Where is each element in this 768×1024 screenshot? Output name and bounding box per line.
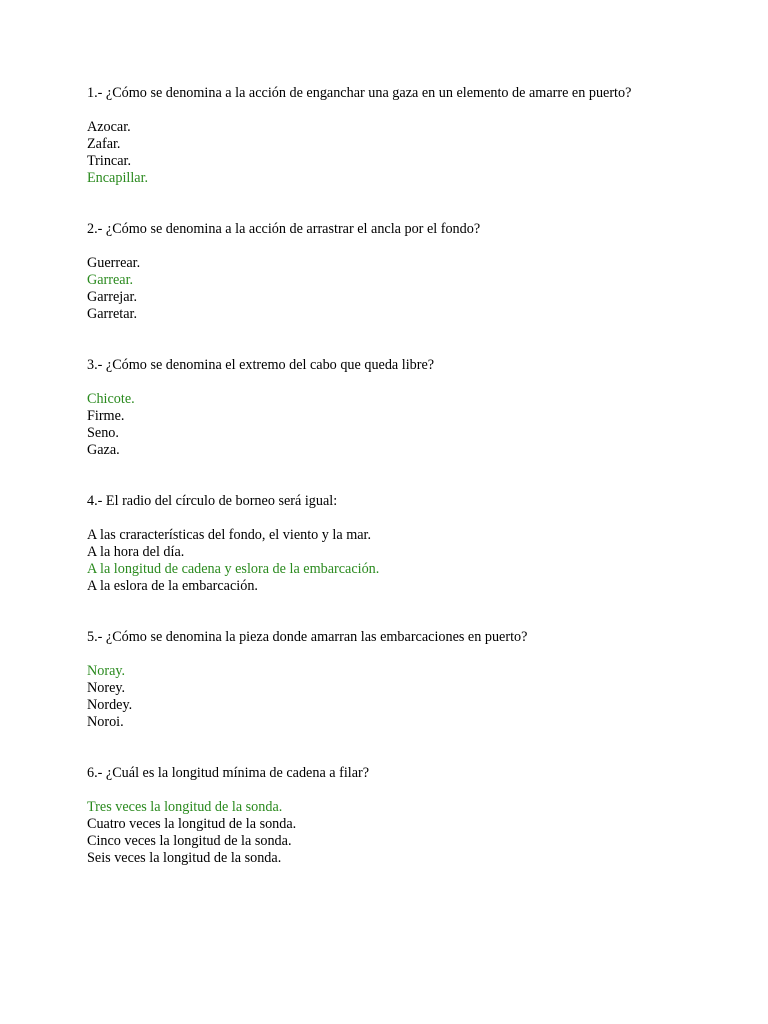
answer-list	[87, 799, 687, 867]
answer-option: Seno.	[87, 425, 119, 441]
correct-answer-option: Encapillar.	[87, 170, 149, 186]
question-text: 5.- ¿Cómo se denomina la pieza donde amarran las embarcaciones en puerto?	[87, 629, 528, 645]
correct-answer-option: Chicote.	[87, 391, 135, 407]
answer-option: Garretar.	[87, 306, 138, 322]
question-text: 6.- ¿Cuál es la longitud mínima de cadena a filar?	[87, 765, 370, 781]
correct-answer-option: Tres veces la longitud de la sonda.	[87, 799, 283, 815]
correct-answer-option: Noray.	[87, 663, 126, 679]
answer-list	[87, 119, 687, 187]
answer-option: Guerrear.	[87, 255, 141, 271]
question-4	[87, 493, 687, 595]
question-3	[87, 357, 687, 459]
answer-list	[87, 663, 687, 731]
correct-answer-option: Garrear.	[87, 272, 134, 288]
question-text: 1.- ¿Cómo se denomina a la acción de enganchar una gaza en un elemento de amarre en puerto?	[87, 85, 632, 101]
question-2	[87, 221, 687, 323]
document-page	[87, 85, 687, 867]
answer-option: Azocar.	[87, 119, 131, 135]
answer-option: Cinco veces la longitud de la sonda.	[87, 833, 292, 849]
question-text: 3.- ¿Cómo se denomina el extremo del cabo que queda libre?	[87, 357, 435, 373]
answer-option: Trincar.	[87, 153, 132, 169]
answer-option: Firme.	[87, 408, 125, 424]
answer-option: A la eslora de la embarcación.	[87, 578, 258, 594]
answer-option: Gaza.	[87, 442, 120, 458]
answer-option: A la hora del día.	[87, 544, 185, 560]
question-text: 2.- ¿Cómo se denomina a la acción de arrastrar el ancla por el fondo?	[87, 221, 481, 237]
correct-answer-option: A la longitud de cadena y eslora de la embarcación.	[87, 561, 380, 577]
question-6	[87, 765, 687, 867]
answer-option: Zafar.	[87, 136, 121, 152]
question-1	[87, 85, 687, 187]
answer-option: Seis veces la longitud de la sonda.	[87, 850, 282, 866]
answer-option: Norey.	[87, 680, 126, 696]
answer-list	[87, 391, 687, 459]
answer-option: Garrejar.	[87, 289, 138, 305]
answer-option: A las craracterísticas del fondo, el viento y la mar.	[87, 527, 372, 543]
answer-list	[87, 255, 687, 323]
answer-option: Nordey.	[87, 697, 133, 713]
answer-option: Cuatro veces la longitud de la sonda.	[87, 816, 297, 832]
answer-option: Noroi.	[87, 714, 124, 730]
answer-list	[87, 527, 687, 595]
question-5	[87, 629, 687, 731]
question-text: 4.- El radio del círculo de borneo será igual:	[87, 493, 338, 509]
